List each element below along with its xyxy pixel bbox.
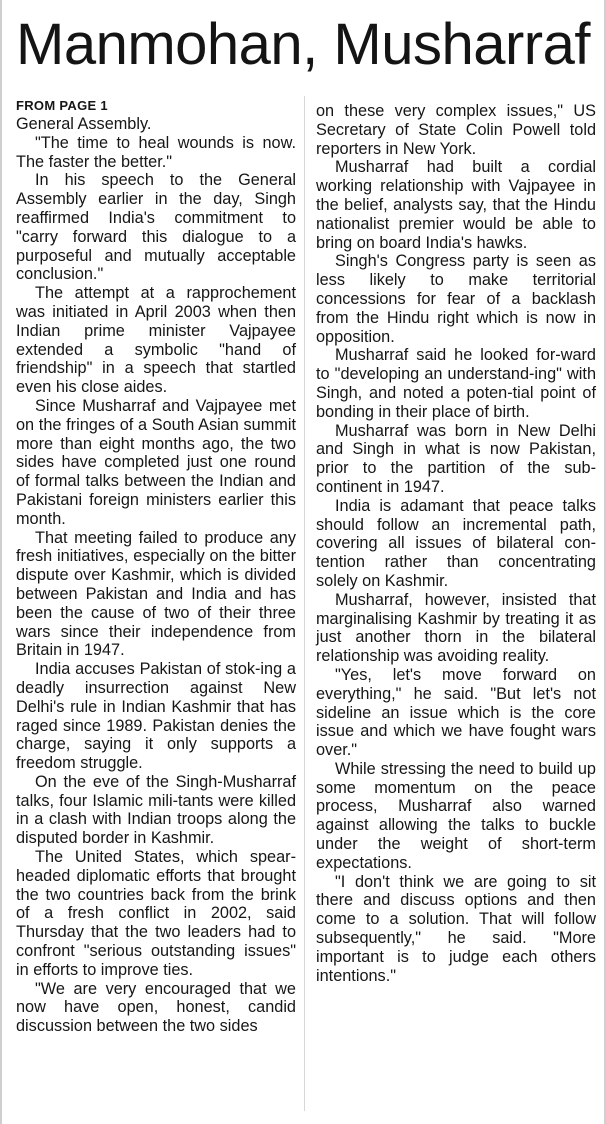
right-column xyxy=(316,102,596,985)
paragraph: "I don't think we are going to sit there and discuss options and then come to a solution. That will follow subsequently," he said. "More important is to judge each others intentions." xyxy=(316,872,596,985)
kicker-from-page-1: FROM PAGE 1 xyxy=(16,98,108,113)
paragraph: "The time to heal wounds is now. The faster the better." xyxy=(16,133,296,171)
paragraph: In his speech to the General Assembly earlier in the day, Singh reaffirmed India's commitment to "carry forward this dialogue to a purposeful and mutually acceptable conclusion." xyxy=(16,171,296,284)
left-column xyxy=(16,98,296,1036)
paragraph: Musharraf had built a cordial working relationship with Vajpayee in the belief, analysts say, that the Hindu nationalist premier would be able to bring on board India's hawks. xyxy=(316,158,596,252)
paragraph: On the eve of the Singh-Musharraf talks, four Islamic mili-tants were killed in a clash with Indian troops along the disputed border in Kashmir. xyxy=(16,772,296,848)
paragraph: The attempt at a rapprochement was initiated in April 2003 when then Indian prime minister Vajpayee extended a symbolic "hand of friendship" in a speech that startled even his close aides. xyxy=(16,284,296,397)
paragraph: "We are very encouraged that we now have open, honest, candid discussion between the two sides xyxy=(16,979,296,1036)
paragraph: That meeting failed to produce any fresh initiatives, especially on the bitter dispute over Kashmir, which is divided between Pakistan and India and has been the cause of two of their three wars since their independence from Britain in 1947. xyxy=(16,528,296,660)
paragraph: Musharraf was born in New Delhi and Singh in what is now Pakistan, prior to the partition of the sub-continent in 1947. xyxy=(316,421,596,496)
paragraph: While stressing the need to build up some momentum on the peace process, Musharraf also warned against allowing the talks to buckle under the weight of short-term expectations. xyxy=(316,759,596,872)
paragraph: "Yes, let's move forward on everything," he said. "But let's not sideline an issue which is the core issue and which we have fought wars over." xyxy=(316,665,596,760)
paragraph: India accuses Pakistan of stok-ing a deadly insurrection against New Delhi's rule in Indian Kashmir that has raged since 1989. Pakistan denies the charge, saying it only supports a freedom struggle. xyxy=(16,660,296,773)
paragraph: Since Musharraf and Vajpayee met on the fringes of a South Asian summit more than eight months ago, the two sides have completed just one round of formal talks between the Indian and Pakistani foreign ministers earlier this month. xyxy=(16,396,296,528)
headline: Manmohan, Musharraf xyxy=(16,12,590,77)
paragraph: General Assembly. xyxy=(16,115,152,133)
paragraph: India is adamant that peace talks should follow an incremental path, covering all issues of bilateral con-tention rather than concentrating solely on Kashmir. xyxy=(316,496,596,590)
paragraph: on these very complex issues," US Secretary of State Colin Powell told reporters in New York. xyxy=(316,102,596,158)
paragraph: The United States, which spear-headed diplomatic efforts that brought the two countries back from the brink of a fresh conflict in 2002, said Thursday that the two leaders had to confront "serious outstanding issues" in efforts to improve ties. xyxy=(16,848,296,979)
paragraph: Musharraf, however, insisted that marginalising Kashmir by treating it as just another thorn in the bilateral relationship was avoiding reality. xyxy=(316,590,596,666)
column-divider xyxy=(304,96,305,1111)
paragraph: Singh's Congress party is seen as less likely to make territorial concessions for fear of a backlash from the Hindu right which is now in opposition. xyxy=(316,252,596,346)
paragraph: Musharraf said he looked for-ward to "developing an understand-ing" with Singh, and noted a poten-tial point of bonding in their place of birth. xyxy=(316,346,596,421)
